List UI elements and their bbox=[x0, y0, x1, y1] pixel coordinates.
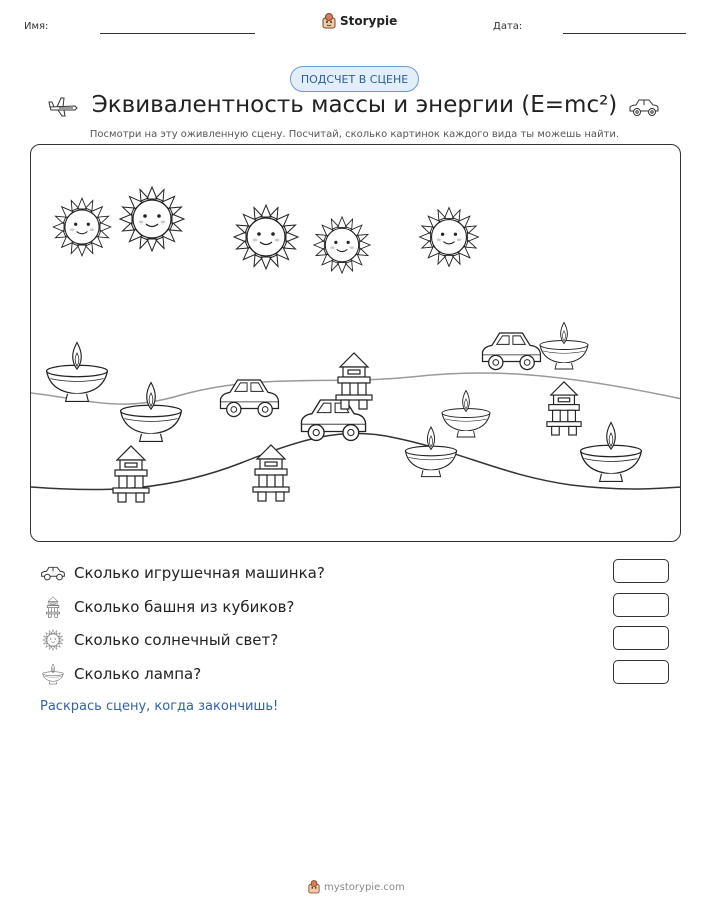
lamp-icon bbox=[40, 663, 66, 685]
sun-4 bbox=[314, 217, 370, 273]
block-tower-4 bbox=[547, 382, 581, 435]
block-tower-2 bbox=[113, 446, 149, 502]
sun-2 bbox=[120, 187, 184, 251]
toy-car-icon bbox=[40, 562, 66, 584]
question-towers bbox=[40, 595, 294, 619]
question-text: Сколько лампа? bbox=[74, 665, 202, 683]
storypie-footer-icon bbox=[308, 880, 320, 894]
footer-brand bbox=[308, 880, 405, 894]
question-lamps bbox=[40, 662, 201, 686]
toy-car-3 bbox=[483, 333, 541, 370]
sun-5 bbox=[420, 208, 479, 267]
lamp-5 bbox=[405, 427, 456, 477]
question-text: Сколько игрушечная машинка? bbox=[74, 564, 325, 582]
activity-type-badge: ПОДСЧЕТ В СЦЕНЕ bbox=[290, 66, 419, 92]
answer-box-suns[interactable] bbox=[613, 626, 669, 650]
lamp-6 bbox=[581, 423, 642, 482]
toy-car-title-icon bbox=[628, 96, 660, 118]
date-label: Дата: bbox=[493, 21, 523, 32]
storypie-logo-icon bbox=[322, 13, 336, 29]
coloring-instruction: Раскрась сцену, когда закончишь! bbox=[40, 699, 279, 714]
lamp-3 bbox=[540, 323, 588, 370]
page-title: Эквивалентность массы и энергии (E=mc²) bbox=[91, 92, 618, 118]
answer-box-cars[interactable] bbox=[613, 559, 669, 583]
question-cars bbox=[40, 561, 325, 585]
name-label: Имя: bbox=[24, 21, 49, 32]
date-field-line[interactable] bbox=[563, 33, 686, 34]
instructions-text: Посмотри на эту оживленную сцену. Посчитай, сколько картинок каждого вида ты можешь найти. bbox=[89, 129, 620, 140]
question-text: Сколько солнечный свет? bbox=[74, 631, 279, 649]
lamp-1 bbox=[47, 343, 108, 402]
block-tower-1 bbox=[336, 353, 372, 409]
scene-illustration bbox=[31, 145, 681, 542]
brand-logo bbox=[322, 13, 397, 29]
answer-box-towers[interactable] bbox=[613, 593, 669, 617]
sun-icon bbox=[40, 629, 66, 651]
question-text: Сколько башня из кубиков? bbox=[74, 598, 295, 616]
footer-url[interactable]: mystorypie.com bbox=[324, 881, 405, 893]
sun-1 bbox=[53, 198, 111, 256]
lamp-2 bbox=[121, 383, 182, 442]
block-tower-3 bbox=[253, 445, 289, 501]
block-tower-icon bbox=[40, 596, 66, 618]
answer-box-lamps[interactable] bbox=[613, 660, 669, 684]
sun-3 bbox=[234, 205, 298, 269]
lamp-4 bbox=[442, 391, 490, 438]
name-field-line[interactable] bbox=[100, 33, 255, 34]
brand-name: Storypie bbox=[340, 14, 398, 28]
counting-scene bbox=[30, 144, 681, 542]
question-suns bbox=[40, 628, 278, 652]
